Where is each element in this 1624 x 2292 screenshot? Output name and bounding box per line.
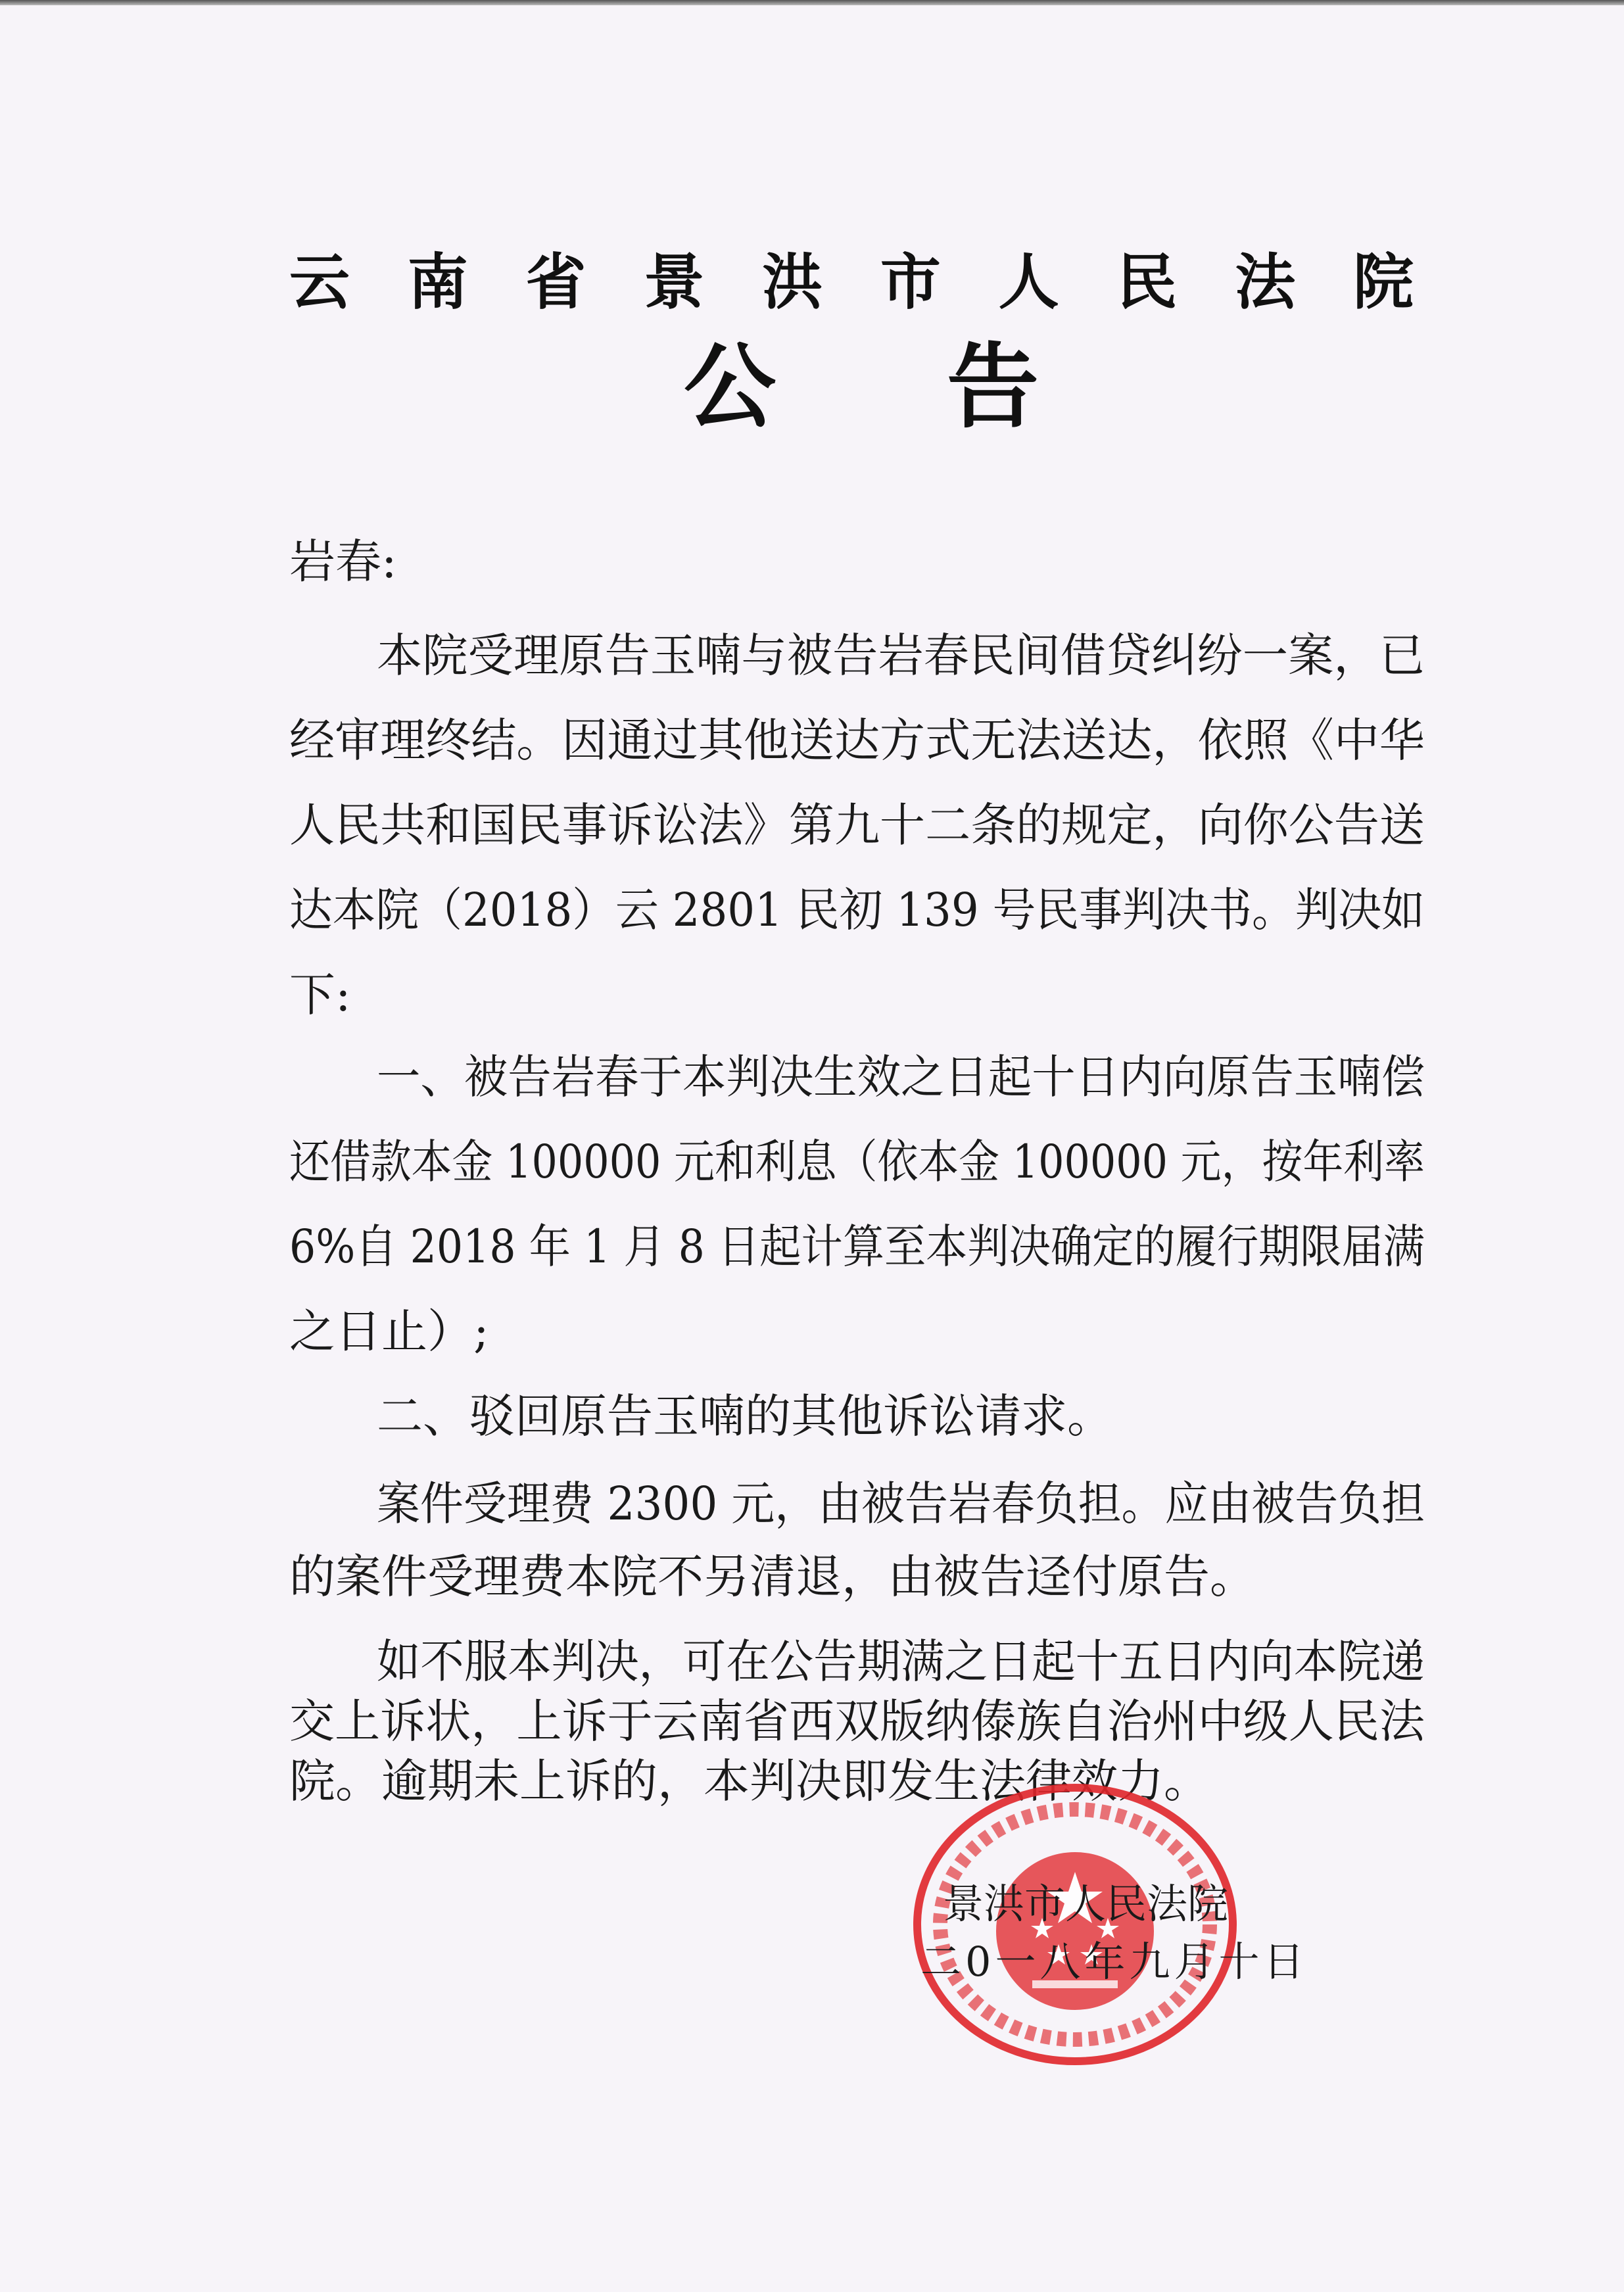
paragraph-line: 下: [289,968,351,1022]
paragraph-line: 本院受理原告玉喃与被告岩春民间借贷纠纷一案，已 [377,629,1425,682]
fee-paragraph: 案件受理费 2300 元，由被告岩春负担。应由被告负担 [377,1477,1425,1531]
addressee: 岩春: [289,535,397,588]
appeal-paragraph: 院。逾期未上诉的，本判决即发生法律效力。 [289,1754,1210,1808]
paragraph-line: 达本院（2018）云 2801 民初 139 号民事判决书。判决如 [289,883,1425,937]
judgment-item-1: 一、被告岩春于本判决生效之日起十日内向原告玉喃偿 [377,1050,1425,1104]
court-name-heading: 云南省景洪市人民法院 [289,247,1471,318]
paragraph-line: 经审理终结。因通过其他送达方式无法送达，依照《中华 [289,713,1425,767]
signing-court: 景洪市人民法院 [943,1880,1229,1928]
judgment-item-1: 还借款本金 100000 元和利息（依本金 100000 元，按年利率 [289,1135,1425,1189]
signing-date: 二0一八年九月十日 [920,1938,1308,1986]
appeal-paragraph: 如不服本判决，可在公告期满之日起十五日内向本院递 [377,1635,1425,1688]
judgment-item-2: 二、驳回原告玉喃的其他诉讼请求。 [377,1389,1113,1443]
fee-paragraph: 的案件受理费本院不另清退，由被告迳付原告。 [289,1550,1256,1604]
paragraph-line: 人民共和国民事诉讼法》第九十二条的规定，向你公告送 [289,798,1425,852]
document-type-heading: 公告 [684,334,1210,441]
judgment-item-1: 6%自 2018 年 1 月 8 日起计算至本判决确定的履行期限届满 [289,1220,1425,1274]
judgment-item-1: 之日止）; [289,1304,489,1358]
scan-edge [0,0,1624,5]
appeal-paragraph: 交上诉状，上诉于云南省西双版纳傣族自治州中级人民法 [289,1694,1425,1748]
